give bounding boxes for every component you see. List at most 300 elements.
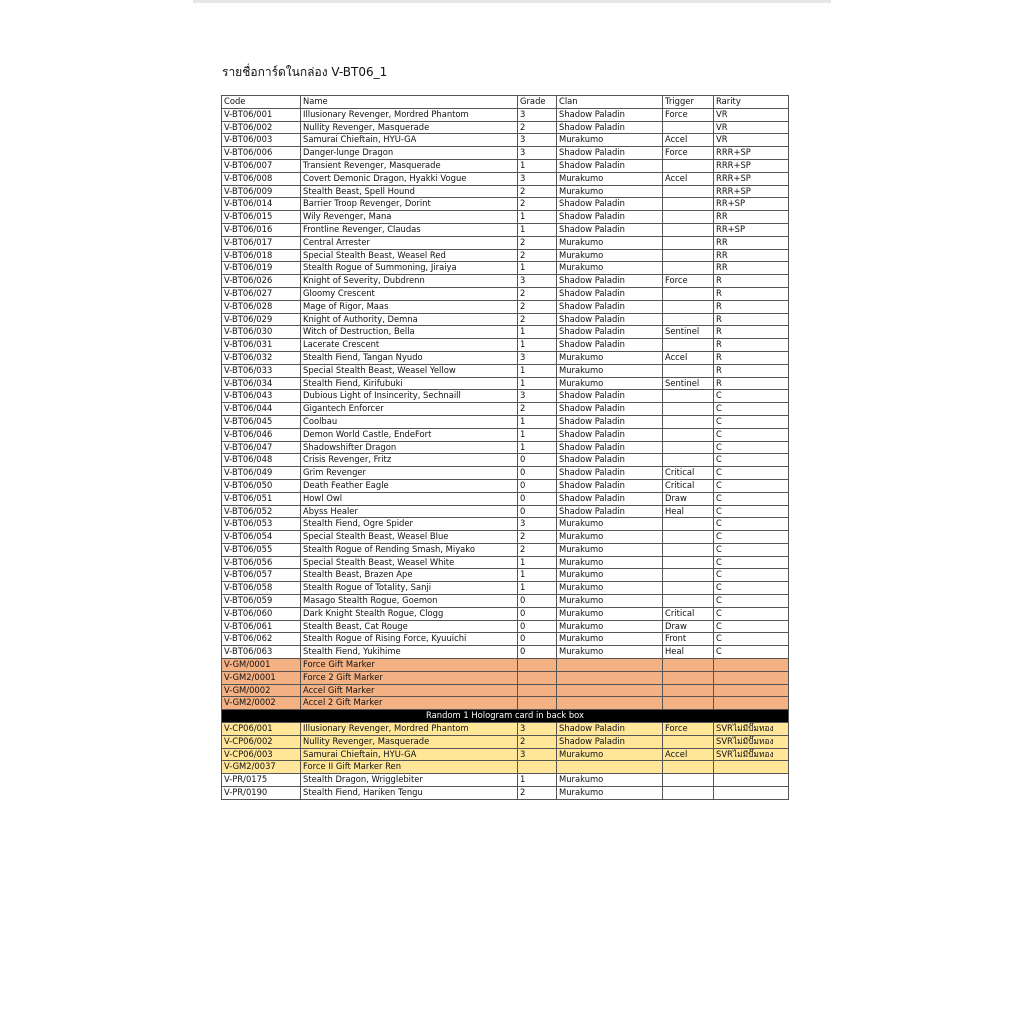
cell-code: V-BT06/019 xyxy=(222,262,301,275)
cell-code: V-BT06/031 xyxy=(222,339,301,352)
cell-code: V-BT06/054 xyxy=(222,531,301,544)
table-row xyxy=(222,748,789,761)
cell-clan: Shadow Paladin xyxy=(557,467,663,480)
cell-clan: Shadow Paladin xyxy=(557,287,663,300)
cell-trigger xyxy=(663,774,714,787)
cell-code: V-CP06/001 xyxy=(222,723,301,736)
cell-code: V-BT06/029 xyxy=(222,313,301,326)
cell-rarity: RRR+SP xyxy=(714,147,789,160)
cell-name: Grim Revenger xyxy=(301,467,518,480)
cell-grade: 1 xyxy=(518,262,557,275)
cell-trigger xyxy=(663,415,714,428)
cell-grade xyxy=(518,659,557,672)
cell-name: Samurai Chieftain, HYU-GA xyxy=(301,748,518,761)
cell-grade: 2 xyxy=(518,121,557,134)
cell-grade: 2 xyxy=(518,403,557,416)
cell-code: V-BT06/018 xyxy=(222,249,301,262)
cell-name: Witch of Destruction, Bella xyxy=(301,326,518,339)
cell-rarity: VR xyxy=(714,121,789,134)
cell-trigger xyxy=(663,300,714,313)
cell-clan: Murakumo xyxy=(557,748,663,761)
cell-grade: 1 xyxy=(518,223,557,236)
cell-rarity xyxy=(714,774,789,787)
cell-name: Dark Knight Stealth Rogue, Clogg xyxy=(301,607,518,620)
table-row xyxy=(222,761,789,774)
cell-clan: Murakumo xyxy=(557,262,663,275)
cell-rarity: C xyxy=(714,403,789,416)
cell-code: V-BT06/033 xyxy=(222,364,301,377)
table-row xyxy=(222,236,789,249)
cell-code: V-BT06/046 xyxy=(222,428,301,441)
cell-name: Nullity Revenger, Masquerade xyxy=(301,121,518,134)
cell-rarity: VR xyxy=(714,134,789,147)
cell-grade: 2 xyxy=(518,313,557,326)
cell-name: Stealth Beast, Brazen Ape xyxy=(301,569,518,582)
cell-trigger xyxy=(663,518,714,531)
cell-rarity: RRR+SP xyxy=(714,172,789,185)
cell-name: Stealth Fiend, Hariken Tengu xyxy=(301,787,518,800)
cell-trigger: Force xyxy=(663,275,714,288)
cell-rarity: C xyxy=(714,505,789,518)
cell-rarity: C xyxy=(714,531,789,544)
cell-grade: 1 xyxy=(518,326,557,339)
table-row xyxy=(222,787,789,800)
cell-clan: Shadow Paladin xyxy=(557,300,663,313)
cell-code: V-BT06/034 xyxy=(222,377,301,390)
table-row xyxy=(222,531,789,544)
table-row xyxy=(222,569,789,582)
cell-name: Central Arrester xyxy=(301,236,518,249)
cell-name: Special Stealth Beast, Weasel White xyxy=(301,556,518,569)
cell-clan: Shadow Paladin xyxy=(557,339,663,352)
cell-trigger: Accel xyxy=(663,351,714,364)
cell-name: Stealth Dragon, Wrigglebiter xyxy=(301,774,518,787)
cell-grade xyxy=(518,761,557,774)
table-row xyxy=(222,467,789,480)
cell-trigger xyxy=(663,595,714,608)
cell-rarity: C xyxy=(714,479,789,492)
cell-code: V-BT06/002 xyxy=(222,121,301,134)
cell-trigger xyxy=(663,198,714,211)
cell-clan xyxy=(557,697,663,710)
cell-clan: Shadow Paladin xyxy=(557,223,663,236)
cell-code: V-CP06/003 xyxy=(222,748,301,761)
cell-trigger: Force xyxy=(663,108,714,121)
cell-trigger: Sentinel xyxy=(663,326,714,339)
cell-name: Accel Gift Marker xyxy=(301,684,518,697)
cell-name: Barrier Troop Revenger, Dorint xyxy=(301,198,518,211)
cell-trigger xyxy=(663,211,714,224)
cell-code: V-BT06/009 xyxy=(222,185,301,198)
cell-code: V-BT06/059 xyxy=(222,595,301,608)
table-row xyxy=(222,735,789,748)
cell-clan: Murakumo xyxy=(557,236,663,249)
cell-grade: 3 xyxy=(518,172,557,185)
cell-code: V-BT06/043 xyxy=(222,390,301,403)
table-row xyxy=(222,774,789,787)
table-row xyxy=(222,492,789,505)
cell-code: V-BT06/058 xyxy=(222,582,301,595)
cell-grade: 0 xyxy=(518,620,557,633)
table-row xyxy=(222,556,789,569)
cell-clan: Murakumo xyxy=(557,774,663,787)
cell-code: V-BT06/063 xyxy=(222,646,301,659)
cell-clan: Murakumo xyxy=(557,172,663,185)
cell-trigger xyxy=(663,287,714,300)
cell-grade: 2 xyxy=(518,735,557,748)
table-row xyxy=(222,262,789,275)
header-row xyxy=(222,96,789,109)
cell-trigger: Accel xyxy=(663,134,714,147)
cell-trigger xyxy=(663,735,714,748)
cell-clan: Shadow Paladin xyxy=(557,403,663,416)
cell-grade xyxy=(518,671,557,684)
cell-trigger xyxy=(663,364,714,377)
cell-trigger: Draw xyxy=(663,620,714,633)
cell-trigger xyxy=(663,454,714,467)
cell-grade: 2 xyxy=(518,543,557,556)
cell-trigger xyxy=(663,659,714,672)
cell-grade: 1 xyxy=(518,364,557,377)
cell-trigger xyxy=(663,236,714,249)
cell-rarity: C xyxy=(714,569,789,582)
table-row xyxy=(222,172,789,185)
table-row xyxy=(222,351,789,364)
cell-code: V-GM/0002 xyxy=(222,684,301,697)
cell-code: V-BT06/008 xyxy=(222,172,301,185)
cell-name: Special Stealth Beast, Weasel Yellow xyxy=(301,364,518,377)
table-row xyxy=(222,313,789,326)
page-title: รายชื่อการ์ดในกล่อง V-BT06_1 xyxy=(222,65,388,79)
cell-rarity: R xyxy=(714,313,789,326)
table-row xyxy=(222,428,789,441)
cell-grade: 3 xyxy=(518,147,557,160)
cell-rarity: C xyxy=(714,543,789,556)
table-row xyxy=(222,454,789,467)
cell-code: V-GM2/0037 xyxy=(222,761,301,774)
cell-clan: Shadow Paladin xyxy=(557,479,663,492)
cell-code: V-BT06/056 xyxy=(222,556,301,569)
table-row xyxy=(222,223,789,236)
cell-code: V-GM/0001 xyxy=(222,659,301,672)
cell-rarity: R xyxy=(714,275,789,288)
cell-grade: 0 xyxy=(518,479,557,492)
cell-grade: 2 xyxy=(518,198,557,211)
cell-rarity: C xyxy=(714,607,789,620)
cell-name: Stealth Rogue of Rising Force, Kyuuichi xyxy=(301,633,518,646)
cell-code: V-BT06/051 xyxy=(222,492,301,505)
cell-trigger xyxy=(663,121,714,134)
cell-grade: 1 xyxy=(518,339,557,352)
cell-code: V-BT06/062 xyxy=(222,633,301,646)
cell-grade: 0 xyxy=(518,454,557,467)
cell-grade: 1 xyxy=(518,556,557,569)
cell-code: V-BT06/015 xyxy=(222,211,301,224)
banner-row xyxy=(222,710,789,723)
cell-grade: 3 xyxy=(518,351,557,364)
cell-name: Wily Revenger, Mana xyxy=(301,211,518,224)
cell-clan: Shadow Paladin xyxy=(557,441,663,454)
cell-clan: Murakumo xyxy=(557,364,663,377)
cell-rarity xyxy=(714,684,789,697)
cell-trigger: Accel xyxy=(663,748,714,761)
header-name: Name xyxy=(301,96,518,109)
cell-code: V-BT06/001 xyxy=(222,108,301,121)
cell-name: Coolbau xyxy=(301,415,518,428)
cell-grade: 3 xyxy=(518,108,557,121)
cell-grade: 1 xyxy=(518,569,557,582)
cell-clan: Murakumo xyxy=(557,569,663,582)
table-row xyxy=(222,147,789,160)
cell-grade: 1 xyxy=(518,159,557,172)
cell-clan: Murakumo xyxy=(557,134,663,147)
table-row xyxy=(222,134,789,147)
cell-code: V-BT06/048 xyxy=(222,454,301,467)
cell-trigger xyxy=(663,543,714,556)
cell-name: Force II Gift Marker Ren xyxy=(301,761,518,774)
table-row xyxy=(222,300,789,313)
cell-trigger xyxy=(663,441,714,454)
cell-grade xyxy=(518,684,557,697)
cell-code: V-BT06/030 xyxy=(222,326,301,339)
table-row xyxy=(222,211,789,224)
table-row xyxy=(222,620,789,633)
table-row xyxy=(222,582,789,595)
cell-grade: 0 xyxy=(518,505,557,518)
cell-trigger xyxy=(663,313,714,326)
cell-rarity: VR xyxy=(714,108,789,121)
cell-grade: 3 xyxy=(518,134,557,147)
cell-name: Illusionary Revenger, Mordred Phantom xyxy=(301,108,518,121)
cell-code: V-BT06/047 xyxy=(222,441,301,454)
cell-grade: 0 xyxy=(518,492,557,505)
cell-name: Abyss Healer xyxy=(301,505,518,518)
cell-trigger: Accel xyxy=(663,172,714,185)
table-row xyxy=(222,377,789,390)
cell-code: V-BT06/060 xyxy=(222,607,301,620)
table-row xyxy=(222,646,789,659)
cell-trigger xyxy=(663,390,714,403)
cell-code: V-BT06/053 xyxy=(222,518,301,531)
cell-grade: 1 xyxy=(518,415,557,428)
cell-name: Illusionary Revenger, Mordred Phantom xyxy=(301,723,518,736)
cell-rarity: R xyxy=(714,339,789,352)
cell-grade: 2 xyxy=(518,185,557,198)
cell-trigger xyxy=(663,159,714,172)
table-body xyxy=(222,108,789,799)
cell-rarity: C xyxy=(714,556,789,569)
cell-clan: Shadow Paladin xyxy=(557,147,663,160)
cell-rarity: RR xyxy=(714,262,789,275)
cell-trigger xyxy=(663,582,714,595)
cell-trigger xyxy=(663,671,714,684)
table-row xyxy=(222,479,789,492)
cell-name: Crisis Revenger, Fritz xyxy=(301,454,518,467)
table-row xyxy=(222,326,789,339)
cell-grade: 0 xyxy=(518,467,557,480)
cell-grade: 1 xyxy=(518,441,557,454)
cell-rarity: C xyxy=(714,441,789,454)
table-row xyxy=(222,518,789,531)
cell-name: Stealth Fiend, Tangan Nyudo xyxy=(301,351,518,364)
cell-rarity: RR xyxy=(714,249,789,262)
cell-rarity: C xyxy=(714,518,789,531)
cell-clan: Murakumo xyxy=(557,633,663,646)
cell-grade: 2 xyxy=(518,236,557,249)
cell-name: Stealth Rogue of Summoning, Jiraiya xyxy=(301,262,518,275)
cell-trigger: Force xyxy=(663,147,714,160)
cell-trigger: Heal xyxy=(663,505,714,518)
cell-rarity: C xyxy=(714,620,789,633)
cell-name: Knight of Severity, Dubdrenn xyxy=(301,275,518,288)
cell-name: Samurai Chieftain, HYU-GA xyxy=(301,134,518,147)
cell-clan: Murakumo xyxy=(557,607,663,620)
cell-code: V-BT06/028 xyxy=(222,300,301,313)
header-rarity: Rarity xyxy=(714,96,789,109)
cell-grade: 0 xyxy=(518,633,557,646)
cell-name: Special Stealth Beast, Weasel Red xyxy=(301,249,518,262)
cell-name: Shadowshifter Dragon xyxy=(301,441,518,454)
cell-grade: 2 xyxy=(518,249,557,262)
cell-clan: Murakumo xyxy=(557,531,663,544)
cell-trigger xyxy=(663,262,714,275)
cell-code: V-BT06/052 xyxy=(222,505,301,518)
cell-clan xyxy=(557,659,663,672)
cell-grade: 3 xyxy=(518,723,557,736)
cell-code: V-BT06/032 xyxy=(222,351,301,364)
cell-name: Stealth Fiend, Kirifubuki xyxy=(301,377,518,390)
cell-trigger: Heal xyxy=(663,646,714,659)
cell-name: Lacerate Crescent xyxy=(301,339,518,352)
header-clan: Clan xyxy=(557,96,663,109)
cell-rarity: RR xyxy=(714,211,789,224)
cell-trigger: Draw xyxy=(663,492,714,505)
cell-trigger xyxy=(663,697,714,710)
cell-name: Nullity Revenger, Masquerade xyxy=(301,735,518,748)
cell-name: Transient Revenger, Masquerade xyxy=(301,159,518,172)
cell-clan: Shadow Paladin xyxy=(557,198,663,211)
cell-code: V-BT06/045 xyxy=(222,415,301,428)
cell-code: V-GM2/0002 xyxy=(222,697,301,710)
cell-name: Accel 2 Gift Marker xyxy=(301,697,518,710)
cell-clan: Murakumo xyxy=(557,646,663,659)
cell-code: V-BT06/044 xyxy=(222,403,301,416)
table-row xyxy=(222,403,789,416)
cell-name: Stealth Fiend, Ogre Spider xyxy=(301,518,518,531)
cell-grade: 3 xyxy=(518,390,557,403)
cell-code: V-BT06/003 xyxy=(222,134,301,147)
cell-trigger xyxy=(663,761,714,774)
cell-code: V-BT06/061 xyxy=(222,620,301,633)
table-row xyxy=(222,595,789,608)
cell-clan: Shadow Paladin xyxy=(557,505,663,518)
cell-grade: 1 xyxy=(518,582,557,595)
cell-clan: Shadow Paladin xyxy=(557,275,663,288)
cell-grade: 1 xyxy=(518,211,557,224)
cell-name: Danger-lunge Dragon xyxy=(301,147,518,160)
table-row xyxy=(222,505,789,518)
table-row xyxy=(222,249,789,262)
cell-rarity: RRR+SP xyxy=(714,185,789,198)
cell-clan: Shadow Paladin xyxy=(557,313,663,326)
cell-clan: Murakumo xyxy=(557,377,663,390)
table-row xyxy=(222,659,789,672)
cell-code: V-BT06/027 xyxy=(222,287,301,300)
table-row xyxy=(222,697,789,710)
cell-rarity: SVRไม่มีปั๊มทอง xyxy=(714,748,789,761)
cell-name: Knight of Authority, Demna xyxy=(301,313,518,326)
cell-rarity xyxy=(714,697,789,710)
cell-code: V-CP06/002 xyxy=(222,735,301,748)
cell-clan: Shadow Paladin xyxy=(557,454,663,467)
cell-clan: Shadow Paladin xyxy=(557,492,663,505)
cell-clan: Shadow Paladin xyxy=(557,428,663,441)
cell-grade: 1 xyxy=(518,428,557,441)
cell-name: Stealth Fiend, Yukihime xyxy=(301,646,518,659)
cell-trigger xyxy=(663,339,714,352)
cell-name: Gigantech Enforcer xyxy=(301,403,518,416)
cell-clan: Murakumo xyxy=(557,249,663,262)
cell-name: Stealth Rogue of Rending Smash, Miyako xyxy=(301,543,518,556)
cell-name: Force Gift Marker xyxy=(301,659,518,672)
table-row xyxy=(222,185,789,198)
cell-clan: Shadow Paladin xyxy=(557,415,663,428)
cell-rarity: RRR+SP xyxy=(714,159,789,172)
table-row xyxy=(222,684,789,697)
cell-clan: Murakumo xyxy=(557,620,663,633)
table-row xyxy=(222,108,789,121)
cell-clan: Murakumo xyxy=(557,556,663,569)
cell-clan: Murakumo xyxy=(557,351,663,364)
cell-rarity: SVRไม่มีปั๊มทอง xyxy=(714,723,789,736)
cell-name: Demon World Castle, EndeFort xyxy=(301,428,518,441)
cell-rarity: C xyxy=(714,582,789,595)
cell-trigger: Sentinel xyxy=(663,377,714,390)
cell-clan: Murakumo xyxy=(557,185,663,198)
table-row xyxy=(222,390,789,403)
cell-clan: Shadow Paladin xyxy=(557,735,663,748)
cell-clan: Murakumo xyxy=(557,582,663,595)
cell-clan: Murakumo xyxy=(557,543,663,556)
table-row xyxy=(222,121,789,134)
cell-name: Stealth Rogue of Totality, Sanji xyxy=(301,582,518,595)
cell-name: Stealth Beast, Cat Rouge xyxy=(301,620,518,633)
cell-rarity: C xyxy=(714,467,789,480)
cell-code: V-PR/0175 xyxy=(222,774,301,787)
cell-rarity: R xyxy=(714,287,789,300)
cell-rarity xyxy=(714,761,789,774)
cell-name: Frontline Revenger, Claudas xyxy=(301,223,518,236)
cell-grade: 0 xyxy=(518,646,557,659)
cell-clan xyxy=(557,761,663,774)
cell-clan xyxy=(557,671,663,684)
table-row xyxy=(222,364,789,377)
cell-clan: Shadow Paladin xyxy=(557,723,663,736)
cell-trigger xyxy=(663,531,714,544)
cell-rarity: C xyxy=(714,646,789,659)
cell-code: V-BT06/017 xyxy=(222,236,301,249)
cell-trigger xyxy=(663,249,714,262)
cell-code: V-BT06/016 xyxy=(222,223,301,236)
cell-trigger xyxy=(663,428,714,441)
cell-rarity: C xyxy=(714,633,789,646)
cell-name: Special Stealth Beast, Weasel Blue xyxy=(301,531,518,544)
cell-code: V-BT06/055 xyxy=(222,543,301,556)
cell-clan: Shadow Paladin xyxy=(557,326,663,339)
table-row xyxy=(222,287,789,300)
table-row xyxy=(222,441,789,454)
table-row xyxy=(222,607,789,620)
